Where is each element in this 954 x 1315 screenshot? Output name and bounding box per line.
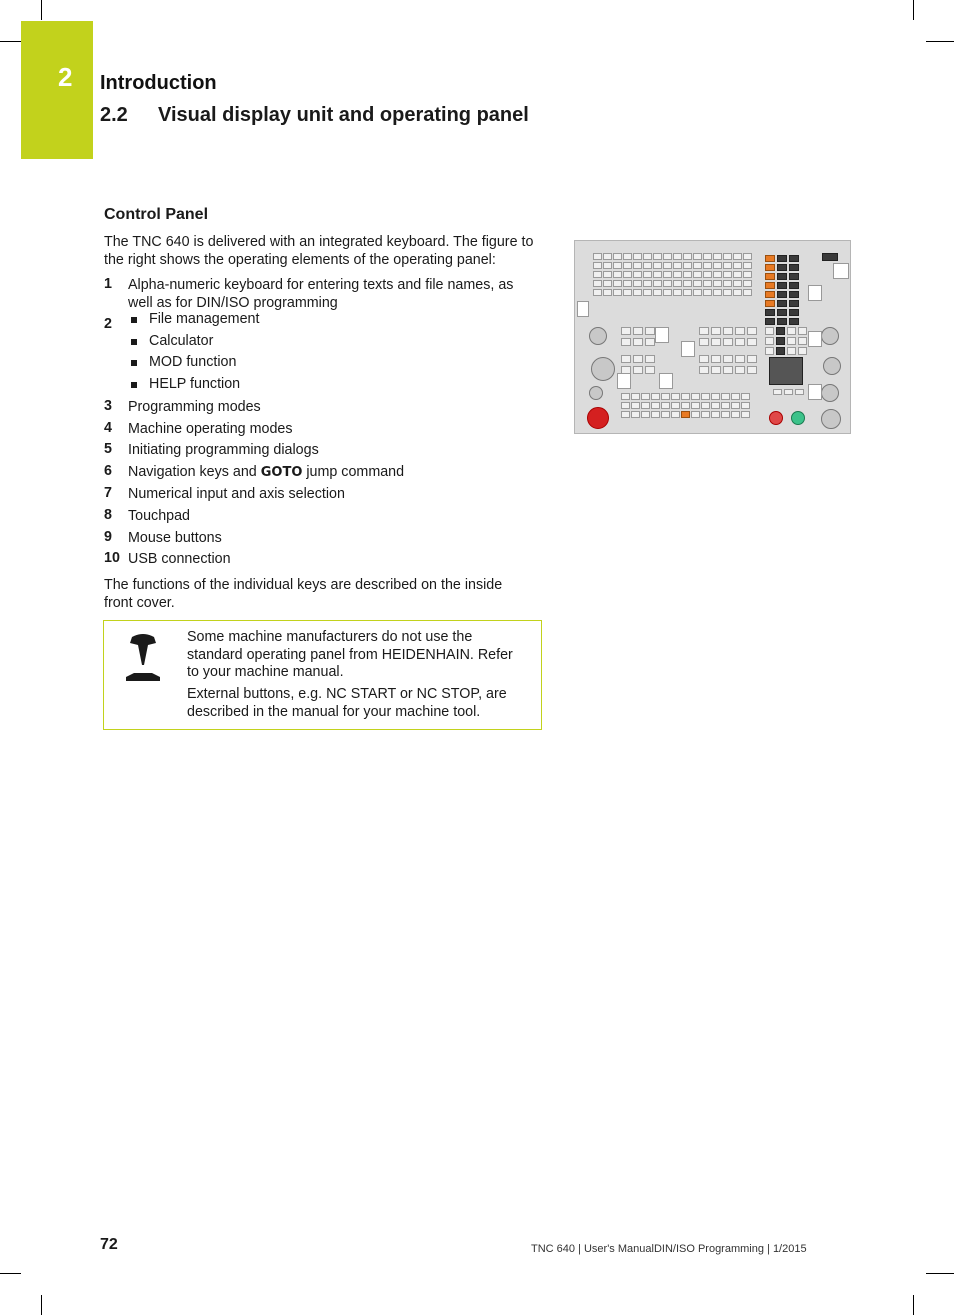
panel-key [743,271,752,278]
panel-key [776,327,785,335]
panel-key [651,411,660,418]
panel-key [699,366,709,374]
panel-key [633,262,642,269]
panel-key [733,253,742,260]
panel-key [673,262,682,269]
panel-key [765,318,775,325]
panel-key [777,273,787,280]
panel-key [723,271,732,278]
note-box [103,620,542,730]
panel-key [723,366,733,374]
panel-key [691,402,700,409]
panel-key [743,253,752,260]
panel-key [603,262,612,269]
panel-key [623,280,632,287]
panel-key [731,411,740,418]
machine-manufacturer-icon [124,633,162,685]
panel-key [776,337,785,345]
panel-key [633,253,642,260]
panel-key [643,271,652,278]
panel-key [671,402,680,409]
panel-key [731,393,740,400]
chapter-tab [21,21,93,159]
panel-key [645,338,655,346]
panel-key [703,253,712,260]
panel-key [747,338,757,346]
panel-key [653,262,662,269]
panel-key [663,271,672,278]
spindle-knob-icon [821,384,839,402]
item-number: 4 [104,420,112,436]
item-number: 2 [104,316,112,332]
callout-label [808,285,822,301]
bullet-text: MOD function [149,354,237,370]
panel-key [621,411,630,418]
panel-key [681,411,690,418]
panel-key [776,347,785,355]
crop-mark [926,1273,954,1274]
panel-key [731,402,740,409]
panel-key [633,366,643,374]
item-number: 6 [104,463,112,479]
crop-mark [0,41,21,42]
panel-key [653,280,662,287]
panel-key [653,271,662,278]
panel-key [777,309,787,316]
panel-key [643,280,652,287]
panel-key [691,393,700,400]
panel-key [735,366,745,374]
panel-key [681,393,690,400]
panel-key [661,411,670,418]
panel-key [633,271,642,278]
panel-key [593,253,602,260]
panel-key [683,271,692,278]
item-text: Initiating programming dialogs [128,442,319,458]
panel-key [653,289,662,296]
panel-key [777,282,787,289]
panel-key [765,300,775,307]
panel-key [633,289,642,296]
feed-knob-icon [591,357,615,381]
panel-key [683,280,692,287]
panel-key [798,347,807,355]
panel-key [683,253,692,260]
panel-key [673,289,682,296]
panel-key [613,253,622,260]
panel-key [711,338,721,346]
panel-key [603,280,612,287]
panel-key [633,280,642,287]
panel-key [787,337,796,345]
panel-key [789,282,799,289]
panel-key [613,280,622,287]
panel-key [593,262,602,269]
panel-key [721,393,730,400]
panel-key [777,291,787,298]
panel-key [631,402,640,409]
panel-key [711,393,720,400]
panel-key [663,262,672,269]
panel-key [623,262,632,269]
item-number: 1 [104,276,112,292]
panel-key [621,327,631,335]
panel-key [798,327,807,335]
item-number: 7 [104,485,112,501]
feed-knob-icon [823,357,841,375]
panel-key [621,402,630,409]
bullet-marker [131,339,137,345]
intro-paragraph: The TNC 640 is delivered with an integrated keyboard. The figure to the right shows the operating elements of the operating panel: [104,234,534,268]
panel-key [593,289,602,296]
panel-key [613,271,622,278]
panel-key [723,289,732,296]
override-knob-icon [821,327,839,345]
panel-key [703,289,712,296]
bullet-marker [131,360,137,366]
panel-key [641,411,650,418]
panel-key [765,309,775,316]
callout-label [833,263,849,279]
panel-key [673,280,682,287]
item-number: 9 [104,529,112,545]
panel-key [691,411,700,418]
panel-key [713,271,722,278]
callout-label [808,331,822,347]
panel-key [711,327,721,335]
panel-key [641,393,650,400]
panel-key [733,271,742,278]
bullet-text: Calculator [149,333,214,349]
panel-key [603,253,612,260]
panel-key [703,271,712,278]
panel-key [735,355,745,363]
panel-key [765,282,775,289]
panel-key [633,355,643,363]
item-text: Programming modes [128,399,261,415]
panel-key [623,253,632,260]
panel-key [787,327,796,335]
knob-icon [821,409,841,429]
bullet-marker [131,382,137,388]
panel-key [651,393,660,400]
panel-key [789,291,799,298]
panel-key [743,280,752,287]
panel-key [693,262,702,269]
panel-key [711,355,721,363]
panel-key [621,355,631,363]
panel-key [593,271,602,278]
item-text: Numerical input and axis selection [128,486,345,502]
panel-key [673,271,682,278]
crop-mark [913,0,914,20]
panel-key [747,327,757,335]
panel-key [693,280,702,287]
nc-stop-icon [769,411,783,425]
panel-key [713,289,722,296]
panel-key [723,262,732,269]
panel-key [743,289,752,296]
panel-key [789,300,799,307]
panel-key [777,264,787,271]
panel-key [789,264,799,271]
panel-key [699,327,709,335]
panel-key [773,389,782,395]
touchpad-icon [769,357,803,385]
item-text: Machine operating modes [128,421,293,437]
panel-key [777,255,787,262]
note-paragraph: External buttons, e.g. NC START or NC STOP, are described in the manual for your machine tool. [187,686,507,720]
panel-key [613,262,622,269]
panel-key [651,402,660,409]
panel-key [723,280,732,287]
panel-key [631,411,640,418]
panel-key [789,318,799,325]
section-title: Visual display unit and operating panel [158,104,529,126]
panel-key [733,262,742,269]
panel-key [741,393,750,400]
item-text: Touchpad [128,508,191,524]
panel-key [777,318,787,325]
panel-key [701,402,710,409]
panel-key [733,289,742,296]
panel-key [765,264,775,271]
panel-key [623,289,632,296]
panel-key [789,309,799,316]
control-panel-figure [574,240,851,434]
crop-mark [913,1295,914,1315]
callout-label [617,373,631,389]
item-number: 10 [104,550,120,566]
panel-key [603,271,612,278]
panel-key [747,366,757,374]
callout-label [808,384,822,400]
goto-keyword: GOTO [260,465,303,480]
panel-key [683,262,692,269]
bullet-marker [131,317,137,323]
panel-key [621,338,631,346]
panel-key [621,393,630,400]
panel-key [711,411,720,418]
outro-paragraph: The functions of the individual keys are described on the inside front cover. [104,577,503,611]
callout-label [681,341,695,357]
panel-key [633,327,643,335]
item-number: 3 [104,398,112,414]
key-switch-icon [589,386,603,400]
panel-key [741,402,750,409]
panel-key [787,347,796,355]
panel-key [699,355,709,363]
panel-key [663,253,672,260]
panel-key [723,253,732,260]
panel-key [641,402,650,409]
panel-key [593,280,602,287]
panel-key [681,402,690,409]
panel-key [747,355,757,363]
panel-key [643,262,652,269]
panel-key [735,327,745,335]
panel-key [603,289,612,296]
item-text: Mouse buttons [128,530,222,546]
panel-key [699,338,709,346]
panel-key [701,411,710,418]
panel-key [661,393,670,400]
panel-key [631,393,640,400]
panel-key [633,338,643,346]
callout-label [659,373,673,389]
chapter-title: Introduction [100,72,217,94]
panel-key [673,253,682,260]
footer-text: TNC 640 | User's ManualDIN/ISO Programming | 1/2015 [531,1243,807,1255]
callout-label [577,301,589,317]
panel-key [711,366,721,374]
panel-key [645,327,655,335]
panel-key [643,253,652,260]
panel-key [713,280,722,287]
panel-key [623,271,632,278]
item-text: Navigation keys and GOTO jump command [128,464,405,480]
crop-mark [41,1295,42,1315]
item-text: USB connection [128,551,231,567]
panel-key [693,253,702,260]
emergency-stop-icon [587,407,609,429]
usb-port-icon [822,253,838,261]
panel-key [789,255,799,262]
section-number: 2.2 [100,104,128,126]
panel-key [795,389,804,395]
panel-key [765,347,774,355]
panel-key [733,280,742,287]
panel-key [663,289,672,296]
panel-key [765,291,775,298]
bullet-text: File management [149,311,260,327]
panel-key [743,262,752,269]
panel-key [643,289,652,296]
panel-key [661,402,670,409]
bullet-text: HELP function [149,376,241,392]
panel-key [703,262,712,269]
panel-key [613,289,622,296]
panel-key [711,402,720,409]
panel-key [735,338,745,346]
subsection-heading: Control Panel [104,206,209,223]
panel-key [671,393,680,400]
panel-key [789,273,799,280]
item-number: 5 [104,441,112,457]
panel-key [645,355,655,363]
panel-key [723,355,733,363]
crop-mark [0,1273,21,1274]
panel-key [701,393,710,400]
panel-key [663,280,672,287]
panel-key [721,402,730,409]
callout-label [655,327,669,343]
override-knob-icon [589,327,607,345]
panel-key [741,411,750,418]
page-number: 72 [100,1236,118,1253]
panel-key [723,327,733,335]
panel-key [784,389,793,395]
panel-key [671,411,680,418]
panel-key [723,338,733,346]
item-number: 8 [104,507,112,523]
panel-key [721,411,730,418]
chapter-number: 2 [58,62,73,92]
panel-key [683,289,692,296]
note-paragraph: Some machine manufacturers do not use the standard operating panel from HEIDENHAIN. Refer to your machine manual. [187,629,513,680]
item-text: Alpha-numeric keyboard for entering texts and file names, as well as for DIN/ISO programming [128,277,514,311]
panel-key [713,262,722,269]
panel-key [765,255,775,262]
panel-key [777,300,787,307]
panel-key [645,366,655,374]
panel-key [693,289,702,296]
panel-key [765,327,774,335]
panel-key [765,337,774,345]
crop-mark [41,0,42,20]
panel-key [765,273,775,280]
panel-key [713,253,722,260]
panel-key [703,280,712,287]
panel-key [693,271,702,278]
nc-start-icon [791,411,805,425]
panel-key [798,337,807,345]
crop-mark [926,41,954,42]
panel-key [653,253,662,260]
